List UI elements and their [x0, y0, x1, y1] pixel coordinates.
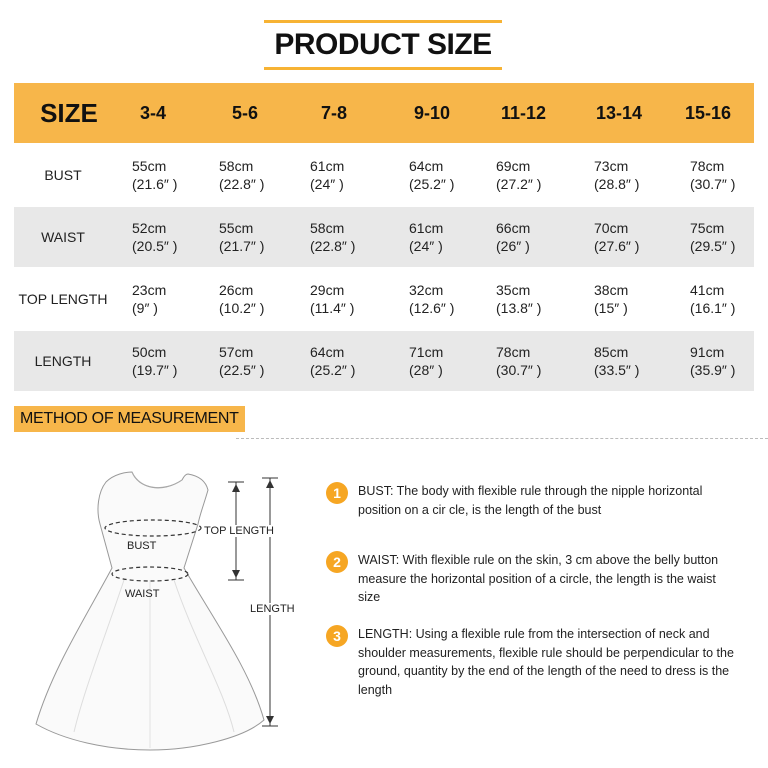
cell-cm: 38cm [594, 282, 629, 298]
cell-inch: (25.2″ ) [409, 176, 455, 192]
header-size-3-4: 3-4 [140, 103, 167, 123]
cell-inch: (22.8″ ) [310, 238, 356, 254]
table-cell [132, 343, 177, 379]
table-cell [409, 343, 443, 379]
diagram-label-length: LENGTH [250, 603, 295, 615]
table-cell [310, 281, 354, 317]
table-cell [219, 281, 264, 317]
header-size-13-14: 13-14 [596, 103, 643, 123]
cell-cm: 85cm [594, 344, 629, 360]
table-cell [690, 281, 735, 317]
table-cell [132, 219, 177, 255]
row-label: TOP LENGTH [18, 291, 108, 307]
dress-diagram [14, 470, 314, 768]
cell-inch: (9″ ) [132, 300, 158, 316]
method-heading-block [14, 406, 245, 432]
cell-inch: (30.7″ ) [690, 176, 736, 192]
cell-cm: 71cm [409, 344, 444, 360]
table-cell [496, 281, 541, 317]
cell-inch: (16.1″ ) [690, 300, 736, 316]
diagram-label-top-length: TOP LENGTH [204, 525, 274, 537]
step-text: WAIST: With flexible rule on the skin, 3 cm above the belly button measure the horizontal position of a circle, the length is the waist size [358, 553, 719, 604]
cell-inch: (33.5″ ) [594, 362, 640, 378]
cell-cm: 32cm [409, 282, 444, 298]
cell-inch: (24″ ) [409, 238, 443, 254]
cell-inch: (28.8″ ) [594, 176, 640, 192]
step-number-badge: 3 [326, 625, 348, 647]
table-row [14, 331, 754, 391]
cell-cm: 69cm [496, 158, 531, 174]
cell-inch: (25.2″ ) [310, 362, 356, 378]
cell-cm: 73cm [594, 158, 629, 174]
cell-cm: 26cm [219, 282, 254, 298]
table-cell [310, 157, 344, 193]
cell-cm: 55cm [219, 220, 254, 236]
cell-cm: 64cm [310, 344, 345, 360]
row-label: LENGTH [34, 353, 92, 369]
table-row [14, 207, 754, 267]
cell-inch: (27.2″ ) [496, 176, 542, 192]
table-cell [594, 157, 639, 193]
cell-cm: 58cm [310, 220, 345, 236]
section-divider [236, 438, 768, 439]
cell-inch: (24″ ) [310, 176, 344, 192]
cell-cm: 66cm [496, 220, 531, 236]
cell-cm: 64cm [409, 158, 444, 174]
table-cell [690, 157, 735, 193]
diagram-label-waist: WAIST [125, 588, 160, 600]
cell-cm: 78cm [690, 158, 725, 174]
diagram-label-bust: BUST [127, 540, 157, 552]
cell-cm: 91cm [690, 344, 725, 360]
header-size-11-12: 11-12 [501, 103, 547, 123]
header-size-15-16: 15-16 [685, 103, 732, 123]
step-number-badge: 1 [326, 482, 348, 504]
cell-cm: 58cm [219, 158, 254, 174]
header-size-9-10: 9-10 [414, 103, 451, 123]
table-cell [594, 343, 639, 379]
table-cell [496, 343, 541, 379]
cell-inch: (35.9″ ) [690, 362, 736, 378]
cell-inch: (15″ ) [594, 300, 628, 316]
cell-cm: 41cm [690, 282, 725, 298]
header-size-7-8: 7-8 [321, 103, 348, 123]
step-text: LENGTH: Using a flexible rule from the intersection of neck and shoulder measurements, flexible rule should be perpendicular to the ground, quantity by the end of the length of the need to dress is the length [358, 627, 734, 697]
table-cell [690, 219, 735, 255]
cell-inch: (21.6″ ) [132, 176, 178, 192]
header-size-label: SIZE [40, 98, 98, 128]
cell-cm: 35cm [496, 282, 531, 298]
cell-inch: (29.5″ ) [690, 238, 736, 254]
table-cell [409, 219, 443, 255]
table-cell [219, 219, 264, 255]
cell-inch: (13.8″ ) [496, 300, 542, 316]
table-header-row [14, 83, 754, 143]
cell-cm: 75cm [690, 220, 725, 236]
cell-cm: 57cm [219, 344, 254, 360]
table-row [14, 145, 754, 205]
cell-cm: 23cm [132, 282, 167, 298]
cell-cm: 29cm [310, 282, 345, 298]
cell-cm: 61cm [409, 220, 444, 236]
cell-inch: (22.8″ ) [219, 176, 265, 192]
table-cell [409, 157, 454, 193]
table-cell [409, 281, 454, 317]
size-table [14, 83, 754, 391]
cell-inch: (28″ ) [409, 362, 443, 378]
cell-cm: 52cm [132, 220, 167, 236]
dress-illustration [14, 470, 314, 768]
cell-inch: (11.4″ ) [310, 300, 355, 316]
method-heading: METHOD OF MEASUREMENT [20, 410, 239, 427]
table-cell [690, 343, 735, 379]
page-title-block [264, 20, 502, 70]
table-cell [496, 157, 541, 193]
page-title: PRODUCT SIZE [274, 28, 492, 61]
cell-inch: (12.6″ ) [409, 300, 455, 316]
cell-cm: 70cm [594, 220, 629, 236]
table-cell [310, 219, 355, 255]
cell-cm: 50cm [132, 344, 167, 360]
table-cell [219, 343, 264, 379]
cell-cm: 78cm [496, 344, 531, 360]
table-cell [496, 219, 530, 255]
cell-inch: (27.6″ ) [594, 238, 640, 254]
cell-inch: (21.7″ ) [219, 238, 265, 254]
cell-inch: (26″ ) [496, 238, 530, 254]
row-label: WAIST [41, 229, 85, 245]
step-text: BUST: The body with flexible rule through the nipple horizontal position on a cir cle, is the length of the bust [358, 484, 703, 517]
table-cell [310, 343, 355, 379]
table-cell [132, 281, 166, 317]
title-bottom-rule [264, 67, 502, 70]
table-cell [132, 157, 177, 193]
step-number-badge: 2 [326, 551, 348, 573]
cell-inch: (22.5″ ) [219, 362, 265, 378]
table-cell [219, 157, 264, 193]
cell-inch: (10.2″ ) [219, 300, 265, 316]
table-cell [594, 219, 639, 255]
cell-cm: 55cm [132, 158, 167, 174]
cell-inch: (19.7″ ) [132, 362, 178, 378]
cell-inch: (20.5″ ) [132, 238, 178, 254]
table-row [14, 269, 754, 329]
row-label: BUST [44, 167, 82, 183]
cell-cm: 61cm [310, 158, 345, 174]
table-cell [594, 281, 628, 317]
cell-inch: (30.7″ ) [496, 362, 542, 378]
header-size-5-6: 5-6 [232, 103, 259, 123]
title-top-rule [264, 20, 502, 23]
